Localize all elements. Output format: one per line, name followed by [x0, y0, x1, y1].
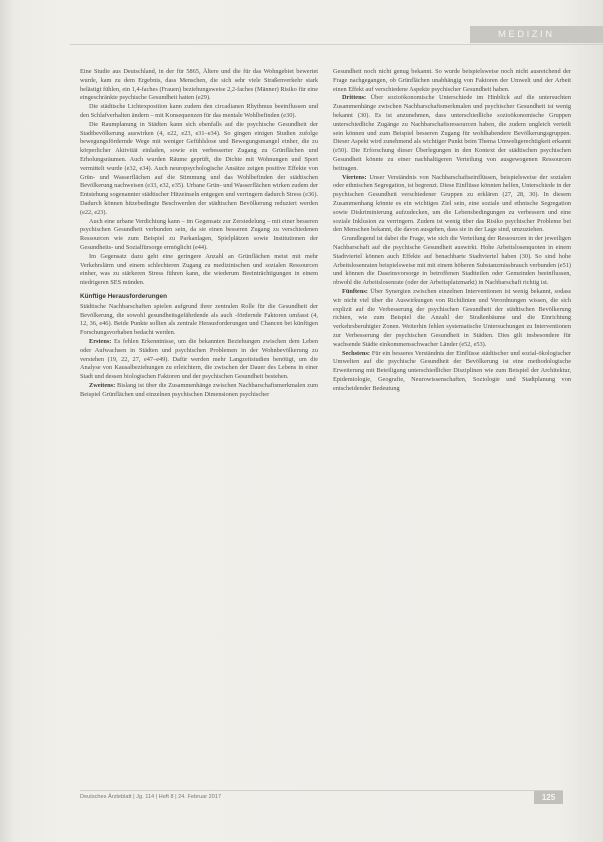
paragraph-lead: Sechstens:: [342, 349, 370, 357]
paragraph-lead: Zweitens:: [89, 381, 116, 389]
paragraph: Eine Studie aus Deutschland, in der für 5865, Ältere und die für das Wohngebiet bewertet wurde, kam zu dem Ergebnis, dass Menschen, die sich sehr viele Straßenverkehr stark belästigt fühlen, ein 1,4-faches (Frauen) beziehungsweise 2,2-faches (Männer) Risiko für eine eingeschränkte psychische Gesundheit hatten (e29).: [80, 68, 318, 102]
paragraph-body: Über sozioökonomische Unterschiede im Hinblick auf die untersuchten Zusammenhänge zwischen Nachbarschaftsmerkmalen und psychischer Gesundheit ist wenig bekannt (30). Es ist anzunehmen, dass unterschiedliche sozioökonomische Gruppen unterschiedliche Zugänge zu Nachbarschaftsressourcen haben, die zudem ungleich verteilt sein können und zum Beispiel besseren Zugang für wohlhabendere Bevölkerungsgruppen. Dieser Aspekt wird zunehmend als wichtiger Punkt beim Thema Umweltgerechtigkeit erkannt (e50). Die Erforschung dieser Überlegungen in den Kontext der städtischen psychischen Gesundheit könnte zu einer nachhaltigeren Verteilung von ausgewogenen Ressourcen beitragen.: [333, 94, 571, 172]
paragraph-body: Über Synergien zwischen einzelnen Interventionen ist wenig bekannt, sodass wir nicht viel über die Auswirkungen von Richtlinien und Verordnungen wissen, die sich explizit auf die Verbesserung der psychischen Gesundheit der städtischen Bevölkerung richten, wie zum Beispiel die Anzahl der Straßenbäume und die Einrichtung verkehrsberuhigter Zonen. Weiterhin fehlen systematische Untersuchungen zu Interventionen zur Verbesserung der psychischen Gesundheit in Städten. Dies gilt insbesondere für wachsende Städte einkommensschwacher Länder (e52, e53).: [333, 287, 571, 348]
paragraph: Gesundheit noch nicht genug bekannt. So wurde beispielsweise noch nicht ausreichend der Frage nachgegangen, ob Grünflächen unabhängig von Faktoren der Umwelt und der Arbeit einen Effekt auf verschiedene Aspekte psychischer Gesundheit haben.: [333, 68, 571, 93]
paragraph: [333, 350, 571, 394]
paragraph-body: Für ein besseres Verständnis der Einflüsse städtischer und sozial-ökologischer Umwelten auf die psychische Gesundheit der Bevölkerung ist eine methodologische Erweiterung mit Beteiligung unterschiedlicher Disziplinen wie zum Beispiel der Architektur, Epidemiologie, Geografie, Neurowissenschaften, Soziologie und Stadtplanung von entscheidender Bedeutung: [333, 349, 571, 392]
paragraph-lead: Viertens:: [342, 173, 367, 181]
paragraph: Die städtische Lichtexposition kann zudem den circadianen Rhythmus beeinflussen und den Schlafverhalten ändern – mit Konsequenzen für das mentale Wohlbefinden (e30).: [80, 103, 318, 119]
footer-citation: Deutsches Ärzteblatt | Jg. 114 | Heft 8 | 24. Februar 2017: [80, 794, 222, 800]
paragraph-body: Unser Verständnis von Nachbarschaftseinflüssen, beispielsweise der sozialen oder ethnischen Segregation, ist begrenzt. Diese Einflüsse könnten helfen, Unterschiede in der psychischen Gesundheit verschiedener Gruppen zu erklären (27, 28, 30). In diesem Zusammenhang könnte es ein wichtiges Ziel sein, eine soziale und ethnische Segregation sowie Diskriminierung aufzudecken, um die Lebensbedingungen zu verbessern und eine soziale Inklusion zu verringern. Zudem ist wenig über das Risiko psychischer Probleme bei den Menschen bekannt, die davon ausgehen, dass sie in der Lage sind, umzuziehen.: [333, 173, 571, 234]
paragraph: Auch eine urbane Verdichtung kann – im Gegensatz zur Zersiedelung – mit einer besseren psychischen Gesundheit verbunden sein, da sie einen besseren Zugang zu verschiedenen Ressourcen wie zum Beispiel zu Parkanlagen, Spielplätzen sowie Institutionen der Gesundheits- und Sozialfürsorge ermöglicht (e44).: [80, 217, 318, 251]
paragraph: [333, 288, 571, 350]
right-text-column: [333, 68, 571, 393]
left-text-column: [80, 68, 318, 399]
section-heading: Künftige Herausforderungen: [80, 292, 167, 300]
paragraph: Die Raumplanung in Städten kann sich ebenfalls auf die psychische Gesundheit der Stadtbevölkerung auswirken (4, e22, e23, e31–e34). So gingen einigen Studien zufolge bewegungsfördernde Wege mit weniger Gefühlslose und Bewegungsmangel einher, die zu körperlicher Aktivität einladen, sowie ein verbesserter Zugang zu Grünflächen und Erholungsräumen. Auch wurden Räume geprüft, die Dichte mit Wohnungen und Sport vermittelt wurde (e32, e34). Auch neuropsychologische Ansätze zeigen positive Effekte von Grün- und Wasserflächen auf die Stimmung und das Wohlbefinden der städtischen Bevölkerung nachweisen (e33, e32, e35). Urbane Grün- und Wasserflächen wirken zudem der Entstehung sogenannter städtischer Hitzeinseln entgegen und verringern dadurch Stress (e36). Dadurch können hitzebedingte Beschwerden der städtischen Bevölkerung reduziert werden (e22, e23).: [80, 120, 318, 216]
paragraph: [80, 338, 318, 382]
paragraph: Städtische Nachbarschaften spielen aufgrund ihrer zentralen Rolle für die Gesundheit der Bevölkerung, die sowohl gesundheitsgefährdende als auch -fördernde Faktoren umfasst (4, 12, 36, e46). Beide Punkte sollten als zentrale Herausforderungen und Chancen bei künftigen Forschungsvorhaben bedacht werden.: [80, 302, 318, 337]
paragraph-lead: Drittens:: [342, 94, 367, 102]
paragraph: Im Gegensatz dazu geht eine geringere Anzahl an Grünflächen meist mit mehr Verkehrslärm und einem schlechteren Zugang zu medizinischen und sozialen Ressourcen einher, was zu stärkeren Stress führen kann, die wiederum Beeinträchtigungen in einem niedrigeren SES münden.: [80, 252, 318, 287]
paragraph-lead: Fünftens:: [342, 287, 368, 295]
paragraph: [80, 382, 318, 400]
paragraph-body: Bislang ist über die Zusammenhänge zwischen Nachbarschaftsmerkmalen zum Beispiel Grünflächen und einzelnen psychischen Dimensionen psychischer: [80, 381, 318, 398]
section-label: MEDIZIN: [498, 29, 555, 40]
paragraph: [333, 94, 571, 173]
paragraph: [333, 174, 571, 236]
footer-divider: [80, 790, 563, 791]
page-number: 125: [541, 793, 556, 802]
paragraph: Grundlegend ist dabei die Frage, wie sich die Verteilung der Ressourcen in der jeweiligen Nachbarschaft auf die psychische Gesundheit auswirkt. Hohe Arbeitslosenquoten in einem Stadtviertel können auch Effekte auf benachbarte Stadtviertel haben (30). So sind hohe Arbeitslosenraten beispielsweise mit mit einem höheren Substanzmissbrauch verbunden (e51) und können die Daseinsvorsorge in betroffenen Stadtteilen oder Gemeinden beeinflussen, obwohl die Arbeitslosenrate (oder der Arbeitsplatzmarkt) in Nachbarschaft richtig ist.: [333, 235, 571, 287]
header-divider: [70, 44, 603, 45]
paragraph-lead: Erstens:: [89, 337, 112, 345]
paragraph-body: Es fehlen Erkenntnisse, um die bekannten Beziehungen zwischen dem Leben oder Aufwachsen in Städten und psychischen Problemen in der Wohnbevölkerung zu verstehen (19, 22, 27, e47–e49). Dafür werden mehr Langzeitstudien benötigt, um die Analyse von Kausalbeziehungen zu erleichtern, die zwischen der Dauer des Lebens in einer Stadt und dessen biologischen Faktoren und der psychischen Gesundheit bestehen.: [80, 337, 318, 381]
